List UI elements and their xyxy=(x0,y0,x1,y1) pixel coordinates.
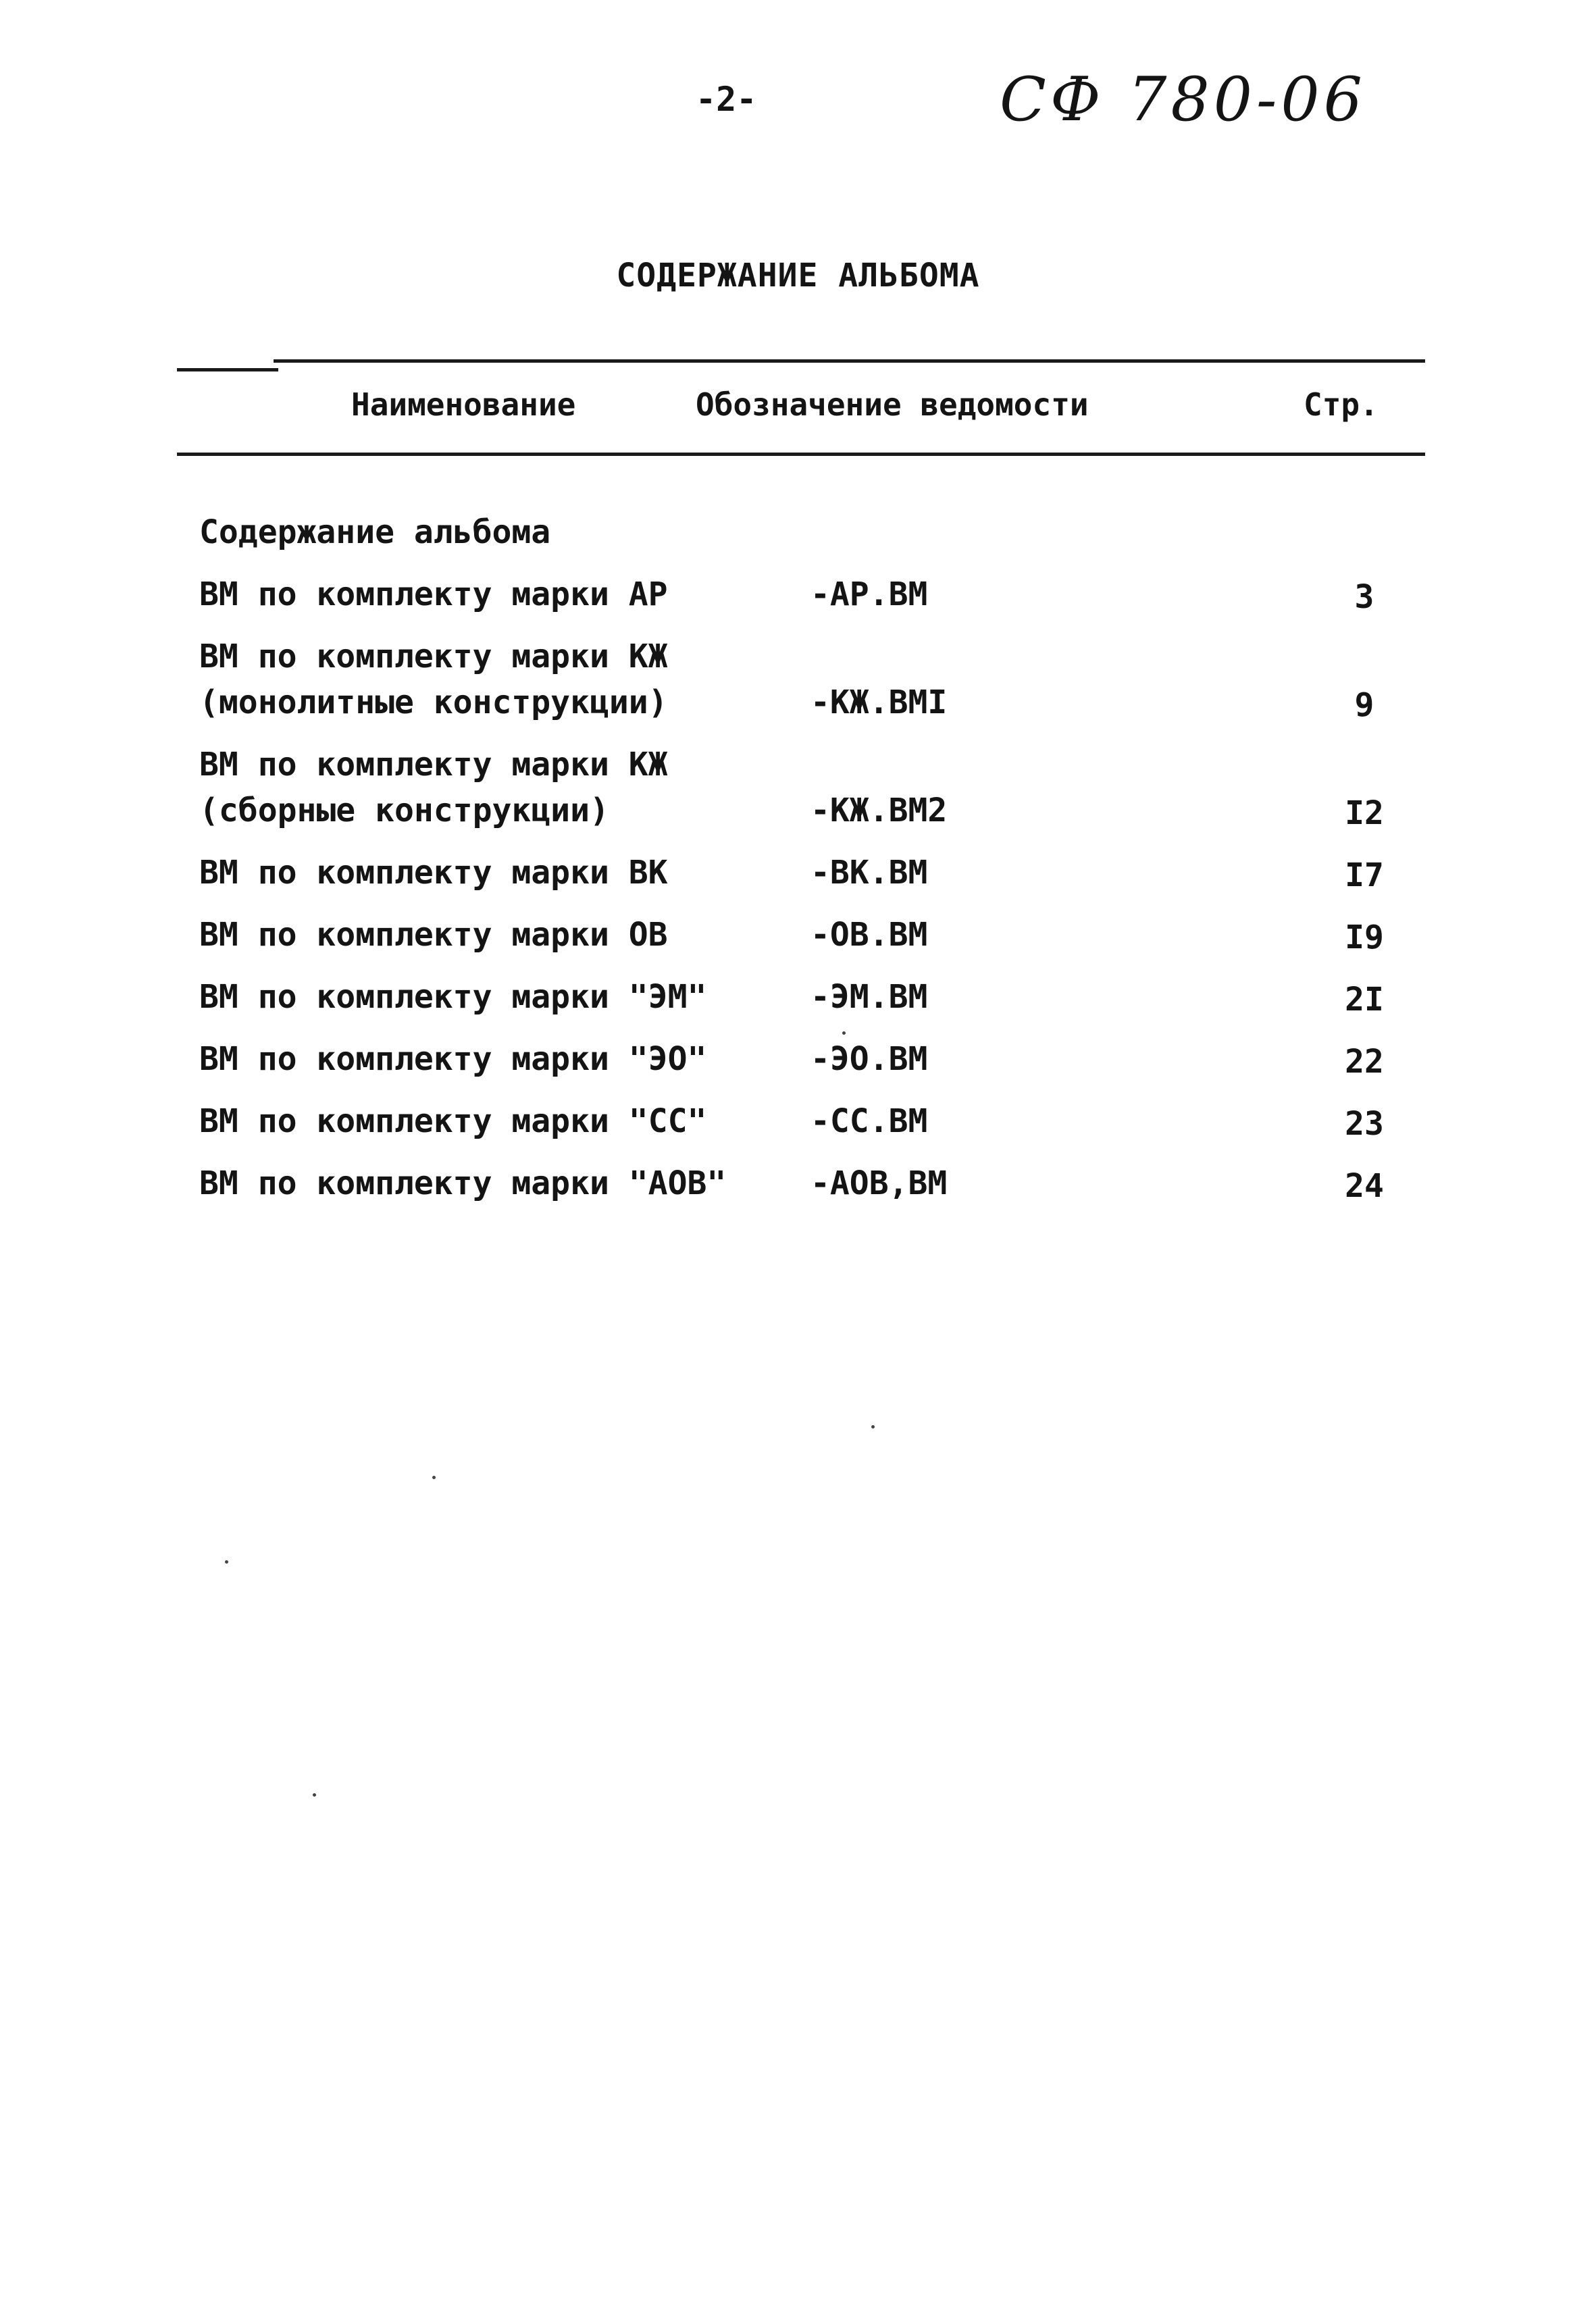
table-header-name: Наименование xyxy=(351,386,576,423)
table-rule-top xyxy=(274,359,1425,363)
table-cell-name: ВМ по комплекту марки "СС" xyxy=(199,1102,707,1140)
table-cell-designation: -ВК.ВМ xyxy=(810,854,928,892)
scan-speck xyxy=(432,1476,436,1479)
scan-speck xyxy=(225,1560,228,1564)
table-cell-page: 24 xyxy=(1345,1167,1384,1205)
table-cell-designation: -ОВ.ВМ xyxy=(810,916,928,954)
table-rule-top-short xyxy=(177,368,278,371)
table-cell-designation: -КЖ.ВМ2 xyxy=(810,792,948,829)
scan-speck xyxy=(842,1031,846,1035)
table-cell-designation: -ЭМ.ВМ xyxy=(810,978,928,1016)
table-cell-name: (сборные конструкции) xyxy=(199,792,609,829)
table-cell-name: ВМ по комплекту марки ОВ xyxy=(199,916,668,954)
table-cell-page: I7 xyxy=(1345,856,1384,894)
table-cell-page: 22 xyxy=(1345,1043,1384,1081)
table-rule-bottom xyxy=(177,453,1425,456)
table-cell-designation: -КЖ.ВМI xyxy=(810,684,948,721)
table-cell-page: 23 xyxy=(1345,1105,1384,1143)
scan-speck xyxy=(871,1425,875,1429)
table-cell-name: (монолитные конструкции) xyxy=(199,684,668,721)
table-header-designation: Обозначение ведомости xyxy=(696,386,1089,423)
page-number: -2- xyxy=(696,80,757,119)
page-title: СОДЕРЖАНИЕ АЛЬБОМА xyxy=(616,257,980,294)
table-cell-page: 3 xyxy=(1354,578,1374,616)
table-cell-name: ВМ по комплекту марки "ЭМ" xyxy=(199,978,707,1016)
table-cell-name: ВМ по комплекту марки "АОВ" xyxy=(199,1164,727,1202)
scan-speck xyxy=(313,1793,316,1797)
table-cell-name: ВМ по комплекту марки АР xyxy=(199,575,668,613)
table-cell-designation: -АОВ,ВМ xyxy=(810,1164,948,1202)
table-cell-name: ВМ по комплекту марки "ЭО" xyxy=(199,1040,707,1078)
table-cell-name: ВМ по комплекту марки ВК xyxy=(199,854,668,892)
table-header-page: Стр. xyxy=(1304,386,1379,423)
table-cell-designation: -ЭО.ВМ xyxy=(810,1040,928,1078)
table-cell-page: 9 xyxy=(1354,686,1374,724)
table-cell-name: ВМ по комплекту марки КЖ xyxy=(199,746,668,783)
table-cell-page: I2 xyxy=(1345,794,1384,832)
table-cell-designation: -АР.ВМ xyxy=(810,575,928,613)
table-cell-page: 2I xyxy=(1345,981,1384,1019)
table-cell-name: Содержание альбома xyxy=(199,513,551,551)
table-cell-name: ВМ по комплекту марки КЖ xyxy=(199,638,668,675)
document-code-handwritten: СФ 780-06 xyxy=(1000,64,1366,135)
table-cell-page: I9 xyxy=(1345,919,1384,956)
table-cell-designation: -СС.ВМ xyxy=(810,1102,928,1140)
